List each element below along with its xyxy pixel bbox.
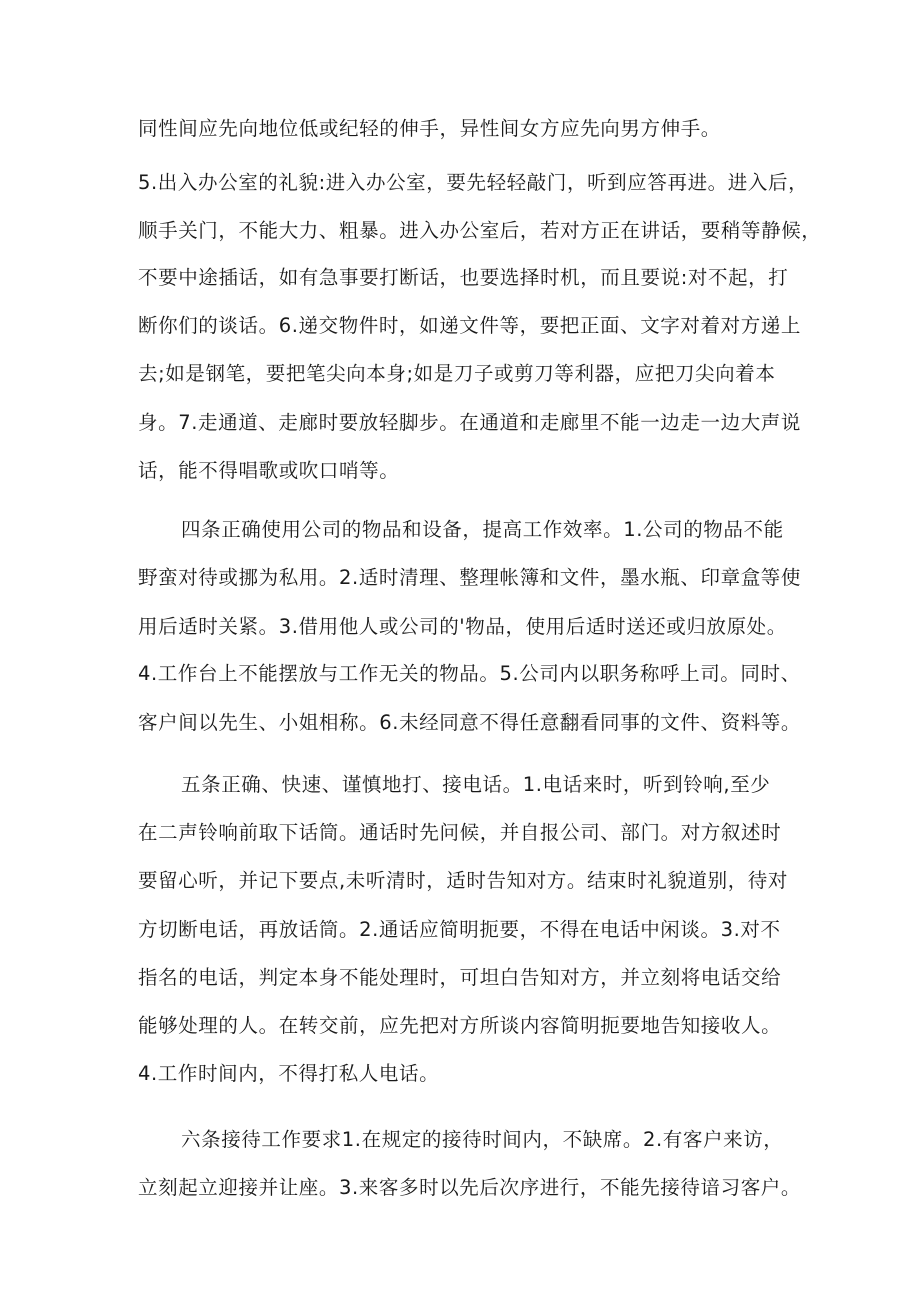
paragraph-line: 能够处理的人。在转交前，应先把对方所谈内容简明扼要地告知接收人。	[138, 1014, 782, 1037]
paragraph-line: 在二声铃响前取下话筒。通话时先问候，并自报公司、部门。对方叙述时	[138, 821, 782, 844]
paragraph-line: 5.出入办公室的礼貌:进入办公室，要先轻轻敲门，听到应答再进。进入后，	[138, 171, 809, 194]
paragraph-line: 4.工作时间内，不得打私人电话。	[138, 1062, 440, 1085]
paragraph-line: 顺手关门，不能大力、粗暴。进入办公室后，若对方正在讲话，要稍等静候，	[138, 219, 822, 242]
paragraph-line: 话，能不得唱歌或吹口哨等。	[138, 459, 400, 482]
paragraph-line: 立刻起立迎接并让座。3.来客多时以先后次序进行，不能先接待谙习客户。	[138, 1176, 802, 1199]
paragraph-line: 六条接待工作要求1.在规定的接待时间内，不缺席。2.有客户来访，	[181, 1128, 784, 1151]
paragraph-line: 要留心听，并记下要点,未听清时，适时告知对方。结束时礼貌道别，待对	[138, 869, 788, 892]
paragraph-line: 同性间应先向地位低或纪轻的伸手，异性间女方应先向男方伸手。	[138, 117, 721, 140]
paragraph-line: 身。7.走通道、走廊时要放轻脚步。在通道和走廊里不能一边走一边大声说	[138, 411, 802, 434]
paragraph-line: 五条正确、快速、谨慎地打、接电话。1.电话来时，听到铃响,至少	[181, 773, 771, 796]
paragraph-line: 4.工作台上不能摆放与工作无关的物品。5.公司内以职务称呼上司。同时、	[138, 662, 801, 685]
paragraph-line: 不要中途插话，如有急事要打断话，也要选择时机，而且要说:对不起，打	[138, 266, 789, 289]
paragraph-line: 四条正确使用公司的物品和设备，提高工作效率。1.公司的物品不能	[181, 518, 784, 541]
paragraph-line: 断你们的谈话。6.递交物件时，如递文件等，要把正面、文字对着对方递上	[138, 314, 802, 337]
paragraph-line: 客户间以先生、小姐相称。6.未经同意不得任意翻看同事的文件、资料等。	[138, 711, 802, 734]
paragraph-line: 方切断电话，再放话筒。2.通话应简明扼要，不得在电话中闲谈。3.对不	[138, 918, 781, 941]
paragraph-line: 去;如是钢笔，要把笔尖向本身;如是刀子或剪刀等利器，应把刀尖向着本	[138, 362, 776, 385]
paragraph-line: 用后适时关紧。3.借用他人或公司的'物品，使用后适时送还或归放原处。	[138, 615, 787, 638]
paragraph-line: 野蛮对待或挪为私用。2.适时清理、整理帐簿和文件，墨水瓶、印章盒等使	[138, 566, 802, 589]
paragraph-line: 指名的电话，判定本身不能处理时，可坦白告知对方，并立刻将电话交给	[138, 966, 782, 989]
